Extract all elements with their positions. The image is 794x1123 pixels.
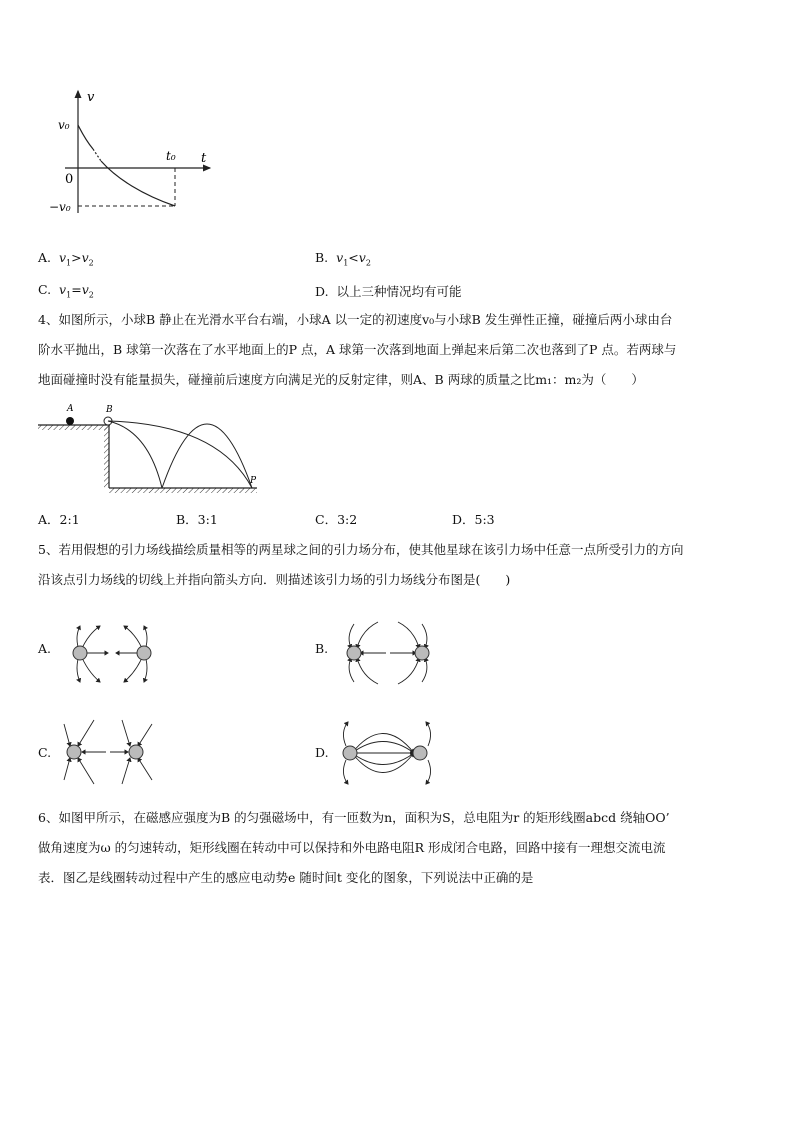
q5-line-1: 5、若用假想的引力场线描绘质量相等的两星球之间的引力场分布，使其他星球在该引力场中任意一点所受引力的方向 bbox=[38, 542, 684, 557]
vt-neg-v0-label: −v₀ bbox=[49, 200, 71, 214]
vt-x-label: t bbox=[201, 151, 207, 166]
label-a: A bbox=[67, 404, 74, 414]
field-diagram-b bbox=[338, 618, 438, 690]
vt-graph-figure bbox=[49, 85, 215, 215]
q5-option-d-label[interactable]: D. bbox=[315, 745, 329, 760]
q5-line-2: 沿该点引力场线的切线上并指向箭头方向．则描述该引力场的引力场线分布图是( ) bbox=[38, 572, 511, 587]
ball-a bbox=[66, 417, 74, 425]
q4-line-1: 4、如图所示，小球B 静止在光滑水平台右端，小球A 以一定的初速度v₀与小球B 发生弹性正撞，碰撞后两小球由台 bbox=[38, 312, 673, 327]
vt-curve-dotted bbox=[93, 149, 101, 161]
vt-origin-label: 0 bbox=[65, 172, 74, 187]
q4-option-b[interactable]: B．3:1 bbox=[176, 512, 218, 527]
q4-option-a[interactable]: A．2:1 bbox=[38, 512, 80, 527]
q3-option-key: A. bbox=[38, 250, 52, 265]
q3-option-a[interactable]: A. $v_1>v_2$ bbox=[38, 250, 94, 268]
star-left bbox=[343, 746, 357, 760]
q4-option-d[interactable]: D．5:3 bbox=[452, 512, 495, 527]
star-left bbox=[67, 745, 81, 759]
vt-y-label: v bbox=[87, 90, 95, 105]
q4-projectile-figure bbox=[38, 400, 263, 495]
q6-line-1: 6、如图甲所示，在磁感应强度为B 的匀强磁场中，有一匝数为n，面积为S，总电阻为r 的矩形线圈abcd 绕轴OO’ bbox=[38, 810, 670, 825]
field-diagram-a bbox=[62, 620, 162, 690]
q6-line-2: 做角速度为ω 的匀速转动，矩形线圈在转动中可以保持和外电路电阻R 形成闭合电路，回路中接有一理想交流电流 bbox=[38, 840, 666, 855]
q5-option-a-label[interactable]: A. bbox=[38, 641, 52, 656]
q4-option-c[interactable]: C．3:2 bbox=[315, 512, 358, 527]
q4-line-2: 阶水平抛出，B 球第一次落在了水平地面上的P 点，A 球第一次落到地面上弹起来后第二次也落到了P 点。若两球与 bbox=[38, 342, 677, 357]
q6-line-3: 表．图乙是线圈转动过程中产生的感应电动势e 随时间t 变化的图象，下列说法中正确的是 bbox=[38, 870, 534, 885]
field-diagram-d bbox=[338, 718, 438, 790]
trajectory-a-bounce bbox=[162, 424, 252, 488]
label-b: B bbox=[106, 405, 113, 415]
trajectory-a-first bbox=[108, 421, 162, 488]
q5-question-text bbox=[38, 535, 760, 595]
q3-option-b[interactable]: B. $v_1<v_2$ bbox=[315, 250, 371, 268]
star-left bbox=[347, 646, 361, 660]
star-right bbox=[137, 646, 151, 660]
ground-hatch bbox=[109, 488, 257, 493]
vt-curve-upper bbox=[78, 125, 93, 149]
q3-option-d[interactable]: D. 以上三种情况均有可能 bbox=[315, 284, 462, 299]
q4-question-text bbox=[38, 305, 760, 395]
q3-option-key: D. bbox=[315, 284, 329, 299]
q3-option-c[interactable]: C. $v_1=v_2$ bbox=[38, 282, 94, 300]
q3-option-key: C. bbox=[38, 282, 52, 297]
q5-option-b-label[interactable]: B. bbox=[315, 641, 329, 656]
q3-option-key: B. bbox=[315, 250, 329, 265]
star-left bbox=[73, 646, 87, 660]
label-p: P bbox=[250, 476, 257, 486]
platform-hatch bbox=[38, 425, 108, 430]
q6-question-text bbox=[38, 803, 760, 893]
field-diagram-c bbox=[58, 716, 158, 788]
q4-line-3: 地面碰撞时没有能量损失，碰撞前后速度方向满足光的反射定律，则A、B 两球的质量之比m₁：m₂为（ ） bbox=[38, 372, 644, 387]
vt-t0-label: t₀ bbox=[166, 149, 176, 163]
vt-v0-label: v₀ bbox=[58, 118, 70, 132]
star-right bbox=[129, 745, 143, 759]
star-right bbox=[415, 646, 429, 660]
wall-hatch bbox=[104, 425, 109, 488]
star-right bbox=[413, 746, 427, 760]
q5-option-c-label[interactable]: C. bbox=[38, 745, 52, 760]
